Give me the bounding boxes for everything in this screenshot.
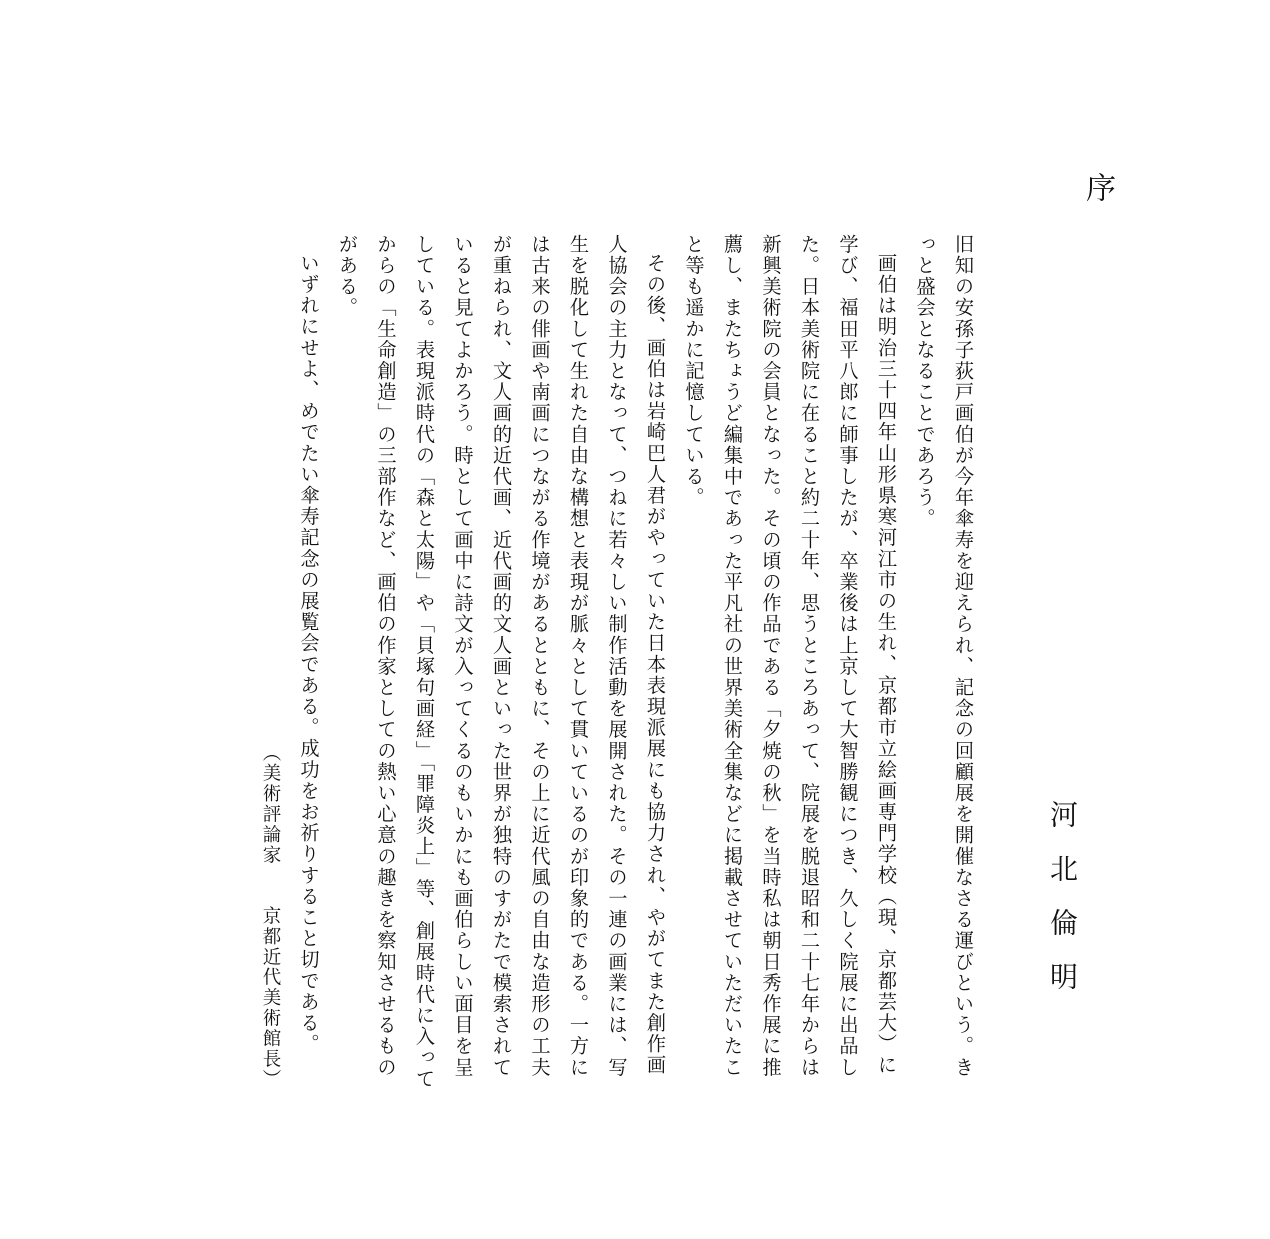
paragraph: 旧知の安孫子荻戸画伯が今年傘寿を迎えられ、記念の回顧展を開催なさる運びという。きっと盛会となることであろう。	[913, 234, 975, 1078]
paragraph: 画伯は明治三十四年山形県寒河江市の生れ、京都市立絵画専門学校（現、京都芸大）に学び、福田平八郎に師事したが、卒業後は上京して大智勝観につき、久しく院展に出品した。日本美術院に在ること約二十年、思うところあって、院展を脱退昭和二十七年からは新興美術院の会員となった。その頃の作品である「夕焼の秋」を当時私は朝日秀作展に推薦し、またちょうど編集中であった平凡社の世界美術全集などに掲載させていただいたこと等も遥かに記憶している。	[682, 234, 898, 1078]
paragraph: いずれにせよ、めでたい傘寿記念の展覧会である。成功をお祈りすること切である。	[297, 253, 321, 1055]
page-title: 序	[1080, 172, 1115, 202]
paragraph: その後、画伯は岩崎巴人君がやっていた日本表現派展にも協力され、やがてまた創作画人協会の主力となって、つねに若々しい制作活動を展開された。その一連の画業には、写生を脱化して生れた自由な構想と表現が脈々として貫いているのが印象的である。一方には古来の俳画や南画につながる作境があるとともに、その上に近代風の自由な造形の工夫が重ねられ、文人画的近代画、近代画的文人画といった世界が独特のすがたで模索されていると見てよかろう。時として画中に詩文が入ってくるのもいかにも画伯らしい面目を呈している。表現派時代の「森と太陽」や「貝塚句画経」「罪障炎上」等、創展時代に入ってからの「生命創造」の三部作など、画伯の作家としての熱い心意の趣きを察知させるものがある。	[336, 234, 667, 1090]
body-text	[240, 234, 982, 1094]
author-name: 河北倫明	[1046, 800, 1079, 1016]
author-affiliation: （美術評論家 京都近代美術館長）	[260, 743, 281, 1090]
